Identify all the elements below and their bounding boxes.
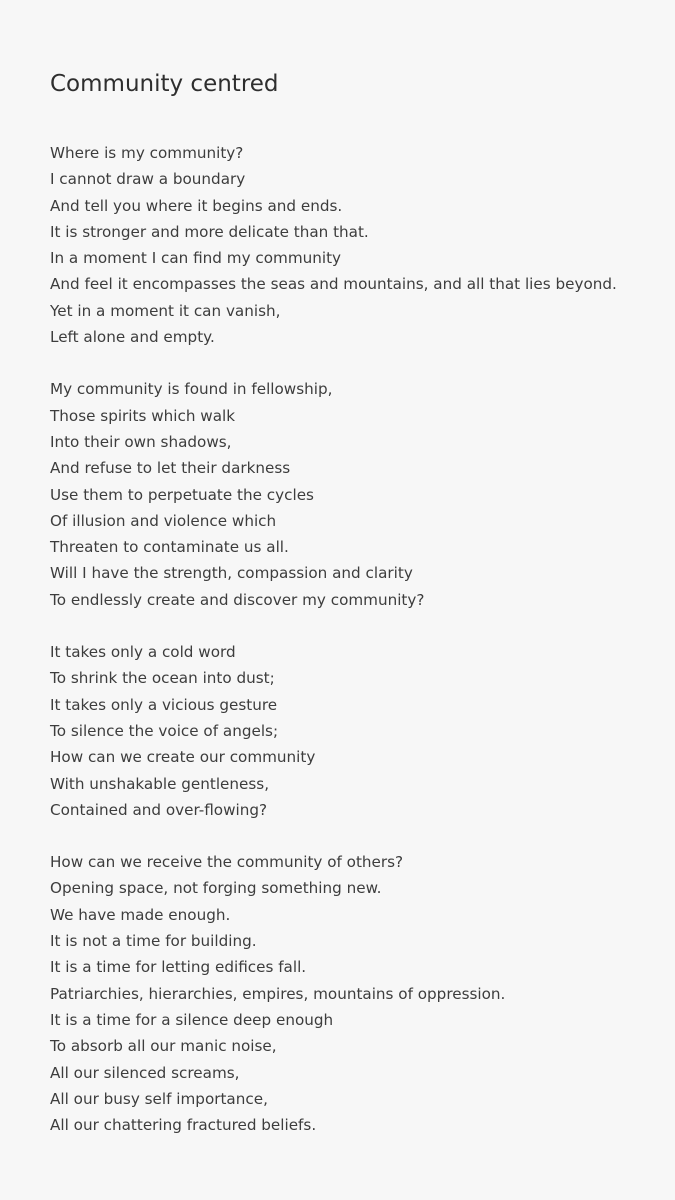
poem-line: Those spirits which walk <box>50 406 236 425</box>
poem-line: Left alone and empty. <box>50 328 215 347</box>
poem-title: Community centred <box>50 71 279 97</box>
poem-line: How can we receive the community of others? <box>50 853 404 872</box>
poem-line: To silence the voice of angels; <box>50 721 279 740</box>
poem-line: Threaten to contaminate us all. <box>50 538 289 557</box>
poem-line: With unshakable gentleness, <box>50 774 270 793</box>
poem-line: All our chattering fractured beliefs. <box>50 1116 317 1135</box>
poem-line: Contained and over-flowing? <box>50 800 268 819</box>
poem-line: And feel it encompasses the seas and mountains, and all that lies beyond. <box>50 275 617 294</box>
poem-body <box>50 140 650 1138</box>
poem-line: We have made enough. <box>50 905 231 924</box>
stanza <box>50 849 650 1138</box>
poem-line: In a moment I can find my community <box>50 249 342 268</box>
poem-line: Where is my community? <box>50 144 244 162</box>
poem-line: Opening space, not forging something new. <box>50 879 382 898</box>
poem-line: All our silenced screams, <box>50 1063 240 1082</box>
poem-line: It is stronger and more delicate than that. <box>50 222 369 241</box>
poem-line: It is a time for letting edifices fall. <box>50 958 307 977</box>
poem-line: To shrink the ocean into dust; <box>50 669 275 688</box>
poem-line: All our busy self importance, <box>50 1089 268 1108</box>
poem-document <box>50 66 650 1164</box>
poem-line: Use them to perpetuate the cycles <box>50 485 314 504</box>
poem-line: To absorb all our manic noise, <box>50 1037 277 1056</box>
poem-line: Into their own shadows, <box>50 432 232 451</box>
poem-line: Yet in a moment it can vanish, <box>50 301 281 320</box>
poem-line: It is not a time for building. <box>50 932 257 951</box>
poem-line: To endlessly create and discover my community? <box>50 590 425 609</box>
poem-line: Patriarchies, hierarchies, empires, mountains of oppression. <box>50 984 506 1003</box>
poem-line: It takes only a vicious gesture <box>50 695 278 714</box>
stanza <box>50 376 650 613</box>
poem-line: It is a time for a silence deep enough <box>50 1010 334 1029</box>
poem-line: Will I have the strength, compassion and clarity <box>50 564 413 583</box>
poem-line: My community is found in fellowship, <box>50 380 333 399</box>
poem-line: How can we create our community <box>50 748 316 767</box>
poem-line: Of illusion and violence which <box>50 511 277 530</box>
poem-line: It takes only a cold word <box>50 643 236 662</box>
poem-line: I cannot draw a boundary <box>50 170 246 189</box>
poem-line: And tell you where it begins and ends. <box>50 196 343 215</box>
stanza <box>50 140 650 350</box>
poem-line: And refuse to let their darkness <box>50 459 291 478</box>
stanza <box>50 639 650 823</box>
